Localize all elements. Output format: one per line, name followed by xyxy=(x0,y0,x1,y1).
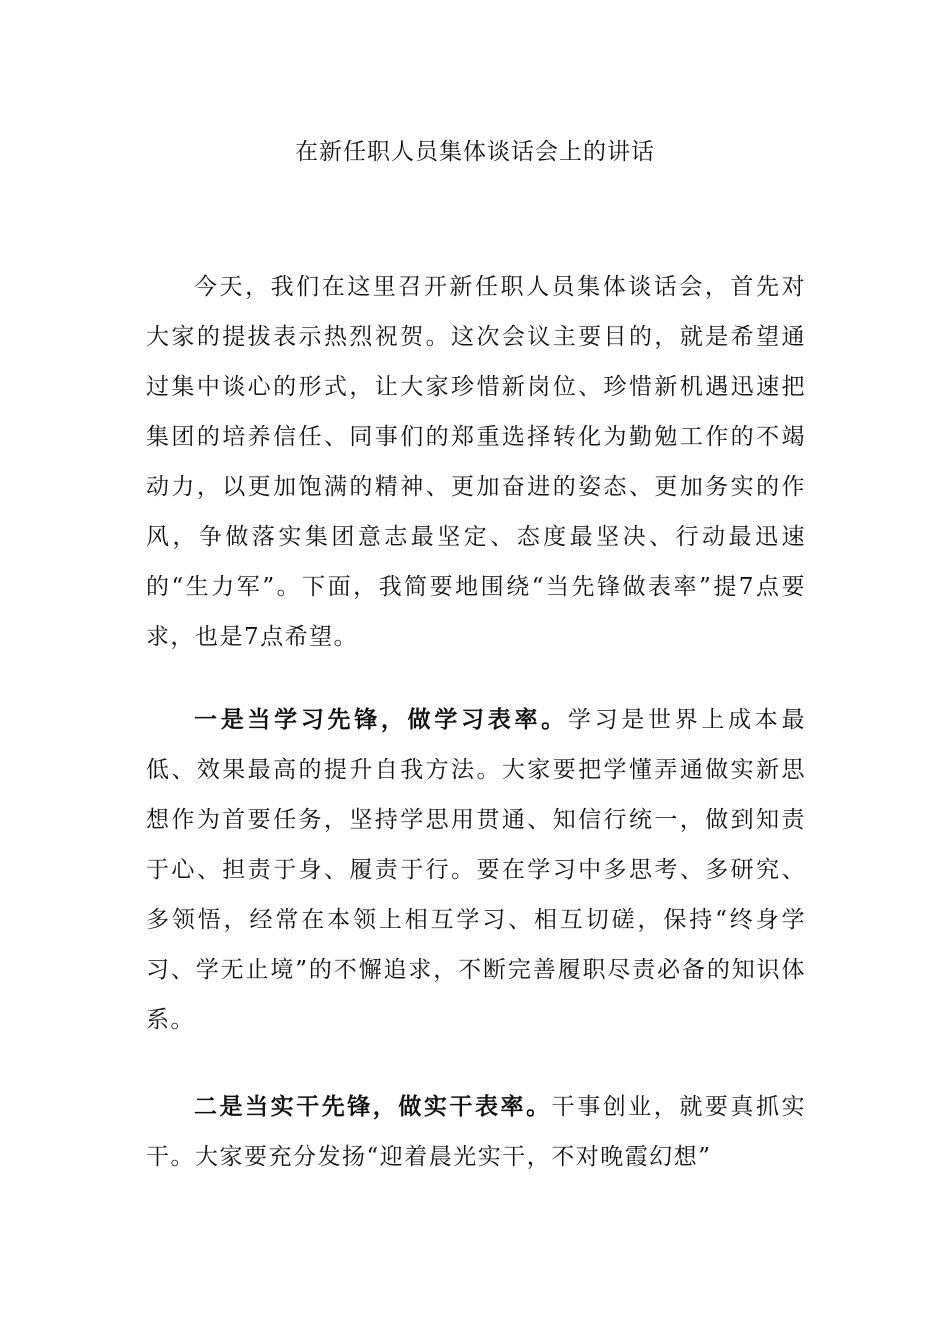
paragraph-intro xyxy=(146,262,806,662)
paragraph-point-1 xyxy=(146,695,806,1045)
paragraph-body: 干事创业，就要真抓实干。大家要充分发扬“迎着晨光实干，不对晚霞幻想” xyxy=(146,1094,807,1170)
document-title: 在新任职人员集体谈话会上的讲话 xyxy=(295,139,655,165)
paragraph-point-2 xyxy=(146,1082,806,1182)
paragraph-body: 今天，我们在这里召开新任职人员集体谈话会，首先对大家的提拔表示热烈祝贺。这次会议主要目的，就是希望通过集中谈心的形式，让大家珍惜新岗位、珍惜新机遇迅速把集团的培养信任、同事们的郑重选择转化为勤勉工作的不竭动力，以更加饱满的精神、更加奋进的姿态、更加务实的作风，争做落实集团意志最坚定、态度最坚决、行动最迅速的“生力军”。下面，我简要地围绕“当先锋做表率”提7点要求，也是7点希望。 xyxy=(146,274,806,650)
paragraph-lead: 二是当实干先锋，做实干表率。 xyxy=(194,1093,552,1120)
paragraph-lead: 一是当学习先锋，做学习表率。 xyxy=(194,706,568,733)
paragraph-body: 学习是世界上成本最低、效果最高的提升自我方法。大家要把学懂弄通做实新思想作为首要任务，坚持学思用贯通、知信行统一，做到知责于心、担责于身、履责于行。要在学习中多思考、多研究、多领悟，经常在本领上相互学习、相互切磋，保持“终身学习、学无止境”的不懈追求，不断完善履职尽责必备的知识体系。 xyxy=(146,707,807,1033)
